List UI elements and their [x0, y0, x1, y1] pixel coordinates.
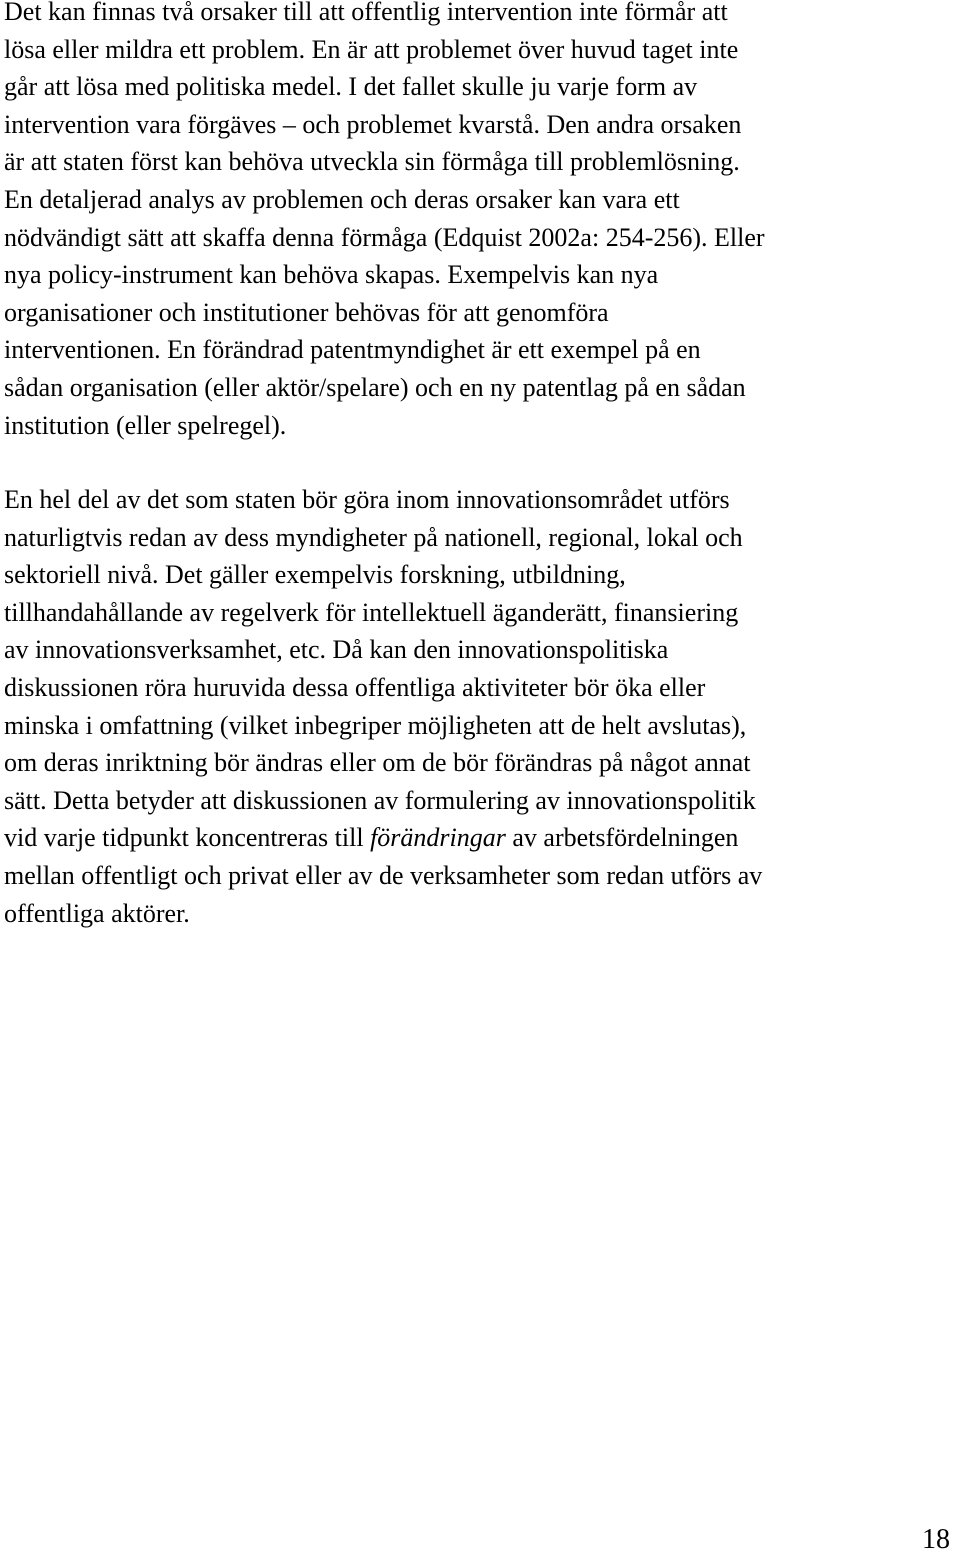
text-line: går att lösa med politiska medel. I det fallet skulle ju varje form av	[4, 72, 698, 102]
text-line: Det kan finnas två orsaker till att offentlig intervention inte förmår att	[4, 0, 728, 26]
text-line-with-emphasis	[4, 819, 954, 857]
text-line: institution (eller spelregel).	[4, 410, 287, 440]
text-line: diskussionen röra huruvida dessa offentliga aktiviteter bör öka eller	[4, 672, 706, 702]
document-page	[4, 0, 956, 1560]
text-line: interventionen. En förändrad patentmyndighet är ett exempel på en	[4, 335, 701, 365]
text-line: organisationer och institutioner behövas för att genomföra	[4, 297, 609, 327]
text-line: lösa eller mildra ett problem. En är att problemet över huvud taget inte	[4, 34, 739, 64]
text-segment: av arbetsfördelningen	[505, 823, 739, 853]
paragraph-1	[4, 0, 954, 444]
emphasized-word: förändringar	[370, 823, 506, 853]
text-line: offentliga aktörer.	[4, 898, 190, 928]
text-line: nödvändigt sätt att skaffa denna förmåga (Edquist 2002a: 254-256). Eller	[4, 222, 765, 252]
text-line: intervention vara förgäves – och problemet kvarstå. Den andra orsaken	[4, 109, 742, 139]
text-line: naturligtvis redan av dess myndigheter på nationell, regional, lokal och	[4, 522, 743, 552]
text-line: av innovationsverksamhet, etc. Då kan den innovationspolitiska	[4, 635, 669, 665]
text-line: En hel del av det som staten bör göra inom innovationsområdet utförs	[4, 485, 730, 514]
text-line: minska i omfattning (vilket inbegriper möjligheten att de helt avslutas),	[4, 710, 747, 740]
text-line: är att staten först kan behöva utveckla sin förmåga till problemlösning.	[4, 147, 740, 177]
text-line: nya policy-instrument kan behöva skapas. Exempelvis kan nya	[4, 260, 659, 290]
text-line: sådan organisation (eller aktör/spelare) och en ny patentlag på en sådan	[4, 372, 746, 402]
text-line: tillhandahållande av regelverk för intellektuell äganderätt, finansiering	[4, 597, 739, 627]
text-line: mellan offentligt och privat eller av de verksamheter som redan utförs av	[4, 860, 763, 890]
text-line: om deras inriktning bör ändras eller om de bör förändras på något annat	[4, 748, 751, 778]
text-line: sätt. Detta betyder att diskussionen av formulering av innovationspolitik	[4, 785, 756, 815]
text-segment: vid varje tidpunkt koncentreras till	[4, 823, 371, 853]
text-line: sektoriell nivå. Det gäller exempelvis forskning, utbildning,	[4, 560, 626, 590]
page-number: 18	[922, 1524, 950, 1555]
text-line: En detaljerad analys av problemen och deras orsaker kan vara ett	[4, 184, 680, 214]
paragraph-2	[4, 481, 954, 932]
